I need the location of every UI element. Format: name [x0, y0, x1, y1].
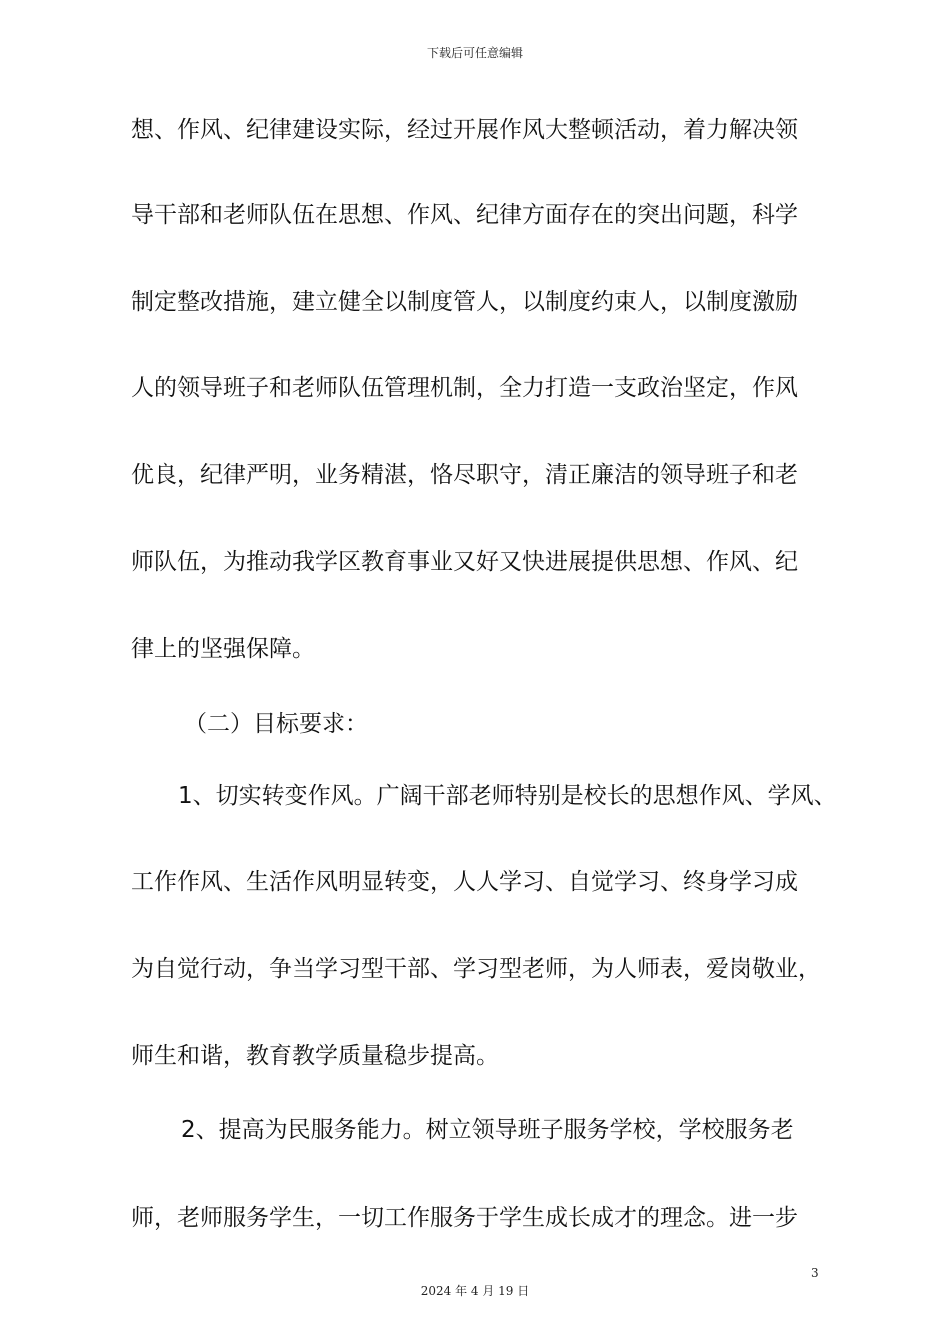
paragraph-line: 想、作风、纪律建设实际，经过开展作风大整顿活动，着力解决领 — [131, 117, 798, 143]
paragraph-line: 优良，纪律严明，业务精湛，恪尽职守，清正廉洁的领导班子和老 — [131, 462, 798, 488]
paragraph-line: 为自觉行动，争当学习型干部、学习型老师，为人师表，爱岗敬业， — [131, 956, 821, 982]
paragraph-line: 律上的坚强保障。 — [131, 636, 315, 662]
page-number: 3 — [811, 1266, 819, 1280]
paragraph-line: 师队伍，为推动我学区教育事业又好又快进展提供思想、作风、纪 — [131, 549, 798, 575]
paragraph-line: 制定整改措施，建立健全以制度管人，以制度约束人，以制度激励 — [131, 289, 798, 315]
paragraph-line: 师生和谐，教育教学质量稳步提高。 — [131, 1043, 499, 1069]
paragraph-line: 人的领导班子和老师队伍管理机制，全力打造一支政治坚定，作风 — [131, 375, 798, 401]
list-item-line: 2、提高为民服务能力。树立领导班子服务学校，学校服务老 — [181, 1117, 794, 1143]
paragraph-line: 导干部和老师队伍在思想、作风、纪律方面存在的突出问题，科学 — [131, 202, 798, 228]
paragraph-line: 师，老师服务学生，一切工作服务于学生成长成才的理念。进一步 — [131, 1205, 798, 1231]
list-item-line: 1、切实转变作风。广阔干部老师特别是校长的思想作风、学风、 — [178, 783, 837, 809]
paragraph-line: 工作作风、生活作风明显转变，人人学习、自觉学习、终身学习成 — [131, 869, 798, 895]
page-header: 下载后可任意编辑 — [426, 46, 523, 60]
section-heading: （二）目标要求： — [184, 711, 368, 737]
page-footer-date: 2024 年 4 月 19 日 — [420, 1284, 530, 1298]
